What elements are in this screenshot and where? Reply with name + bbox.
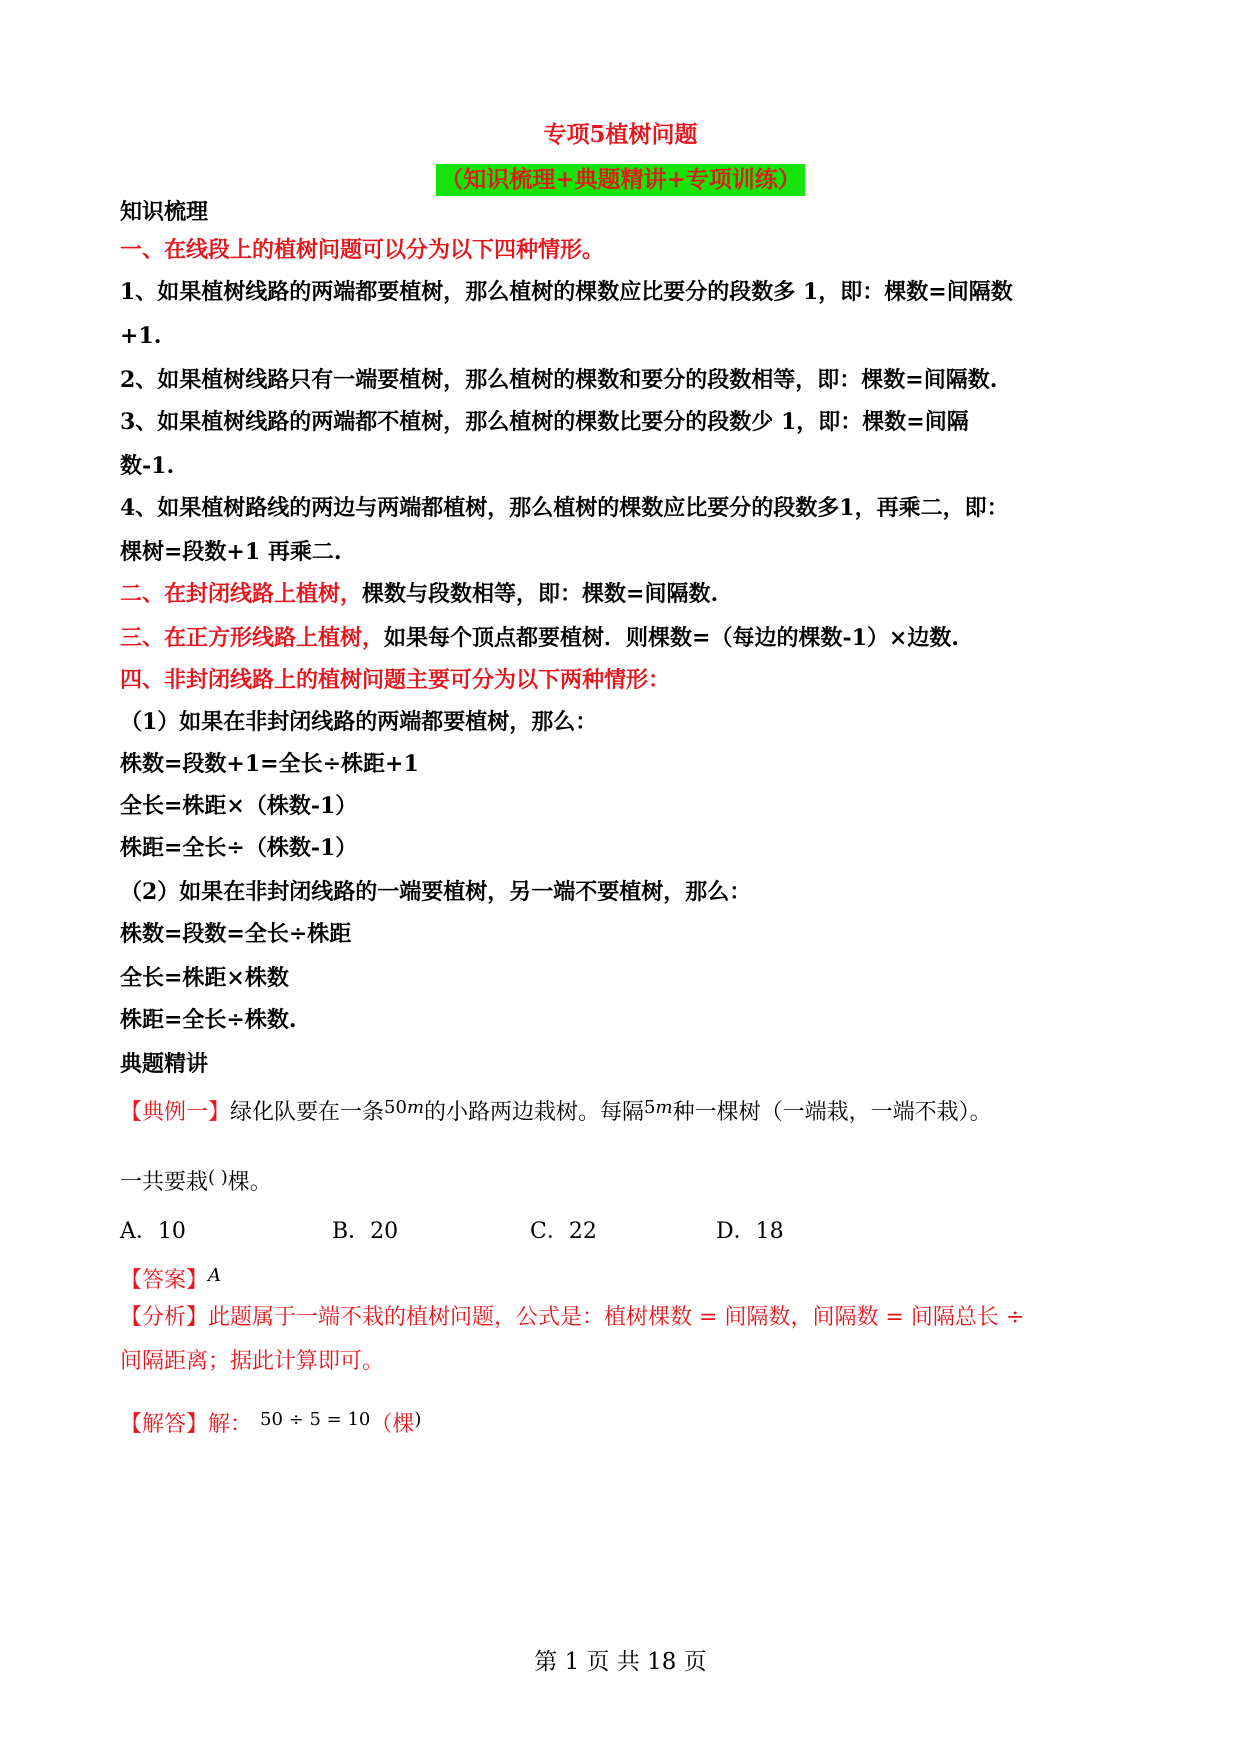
analysis-tag: 【分析】	[120, 1305, 209, 1330]
section-2	[120, 578, 1130, 610]
question-spacing-unit: m	[655, 1097, 673, 1118]
case-2-formula-2: 全长=株距×株数	[120, 965, 289, 991]
solution-tag: 【解答】	[120, 1412, 209, 1437]
case-2: （2）如果在非封闭线路的一端要植树，另一端不要植树，那么：	[120, 879, 752, 905]
item-3-line-2: 数-1.	[120, 453, 175, 479]
section-3	[120, 622, 1130, 654]
page-subtitle: （知识梳理+典题精讲+专项训练）	[436, 164, 805, 196]
solution-line	[120, 1404, 1130, 1441]
option-c: C．22	[530, 1219, 597, 1244]
subtitle-container	[0, 164, 1241, 196]
solution-text-b: （棵	[370, 1412, 415, 1437]
section-heading-knowledge: 知识梳理	[120, 199, 209, 225]
example-question-line-1	[120, 1092, 1130, 1129]
analysis-line-1	[120, 1302, 1130, 1334]
question-line2-b: 棵。	[227, 1170, 272, 1195]
solution-text-a: 解：	[208, 1412, 253, 1437]
item-1-line-2: +1.	[120, 323, 162, 349]
question-text-b: 的小路两边栽树。每隔	[424, 1100, 645, 1125]
question-line2-a: 一共要栽	[120, 1170, 209, 1195]
question-spacing: 5	[644, 1097, 656, 1118]
question-length: 50	[384, 1097, 407, 1118]
item-4-line-1: 4、如果植树路线的两边与两端都植树，那么植树的棵数应比要分的段数多1，再乘二，即：	[120, 495, 1009, 521]
item-1-line-1: 1、如果植树线路的两端都要植树，那么植树的棵数应比要分的段数多 1，即：棵数=间隔数	[120, 279, 1013, 305]
item-4-line-2: 棵树=段数+1 再乘二.	[120, 539, 342, 565]
section-4-title: 四、非封闭线路上的植树问题主要可分为以下两种情形：	[120, 667, 671, 693]
case-2-formula-3: 株距=全长÷株数.	[120, 1007, 297, 1033]
question-text-c: 种一棵树（一端栽，一端不栽）。	[672, 1100, 992, 1125]
item-2: 2、如果植树线路只有一端要植树，那么植树的棵数和要分的段数相等，即：棵数=间隔数.	[120, 367, 998, 393]
page-title: 专项5植树问题	[543, 121, 698, 148]
item-3-line-1: 3、如果植树线路的两端都不植树，那么植树的棵数比要分的段数少 1，即：棵数=间隔	[120, 409, 969, 435]
section-heading-examples: 典题精讲	[120, 1051, 209, 1077]
answer-tag: 【答案】	[120, 1268, 209, 1293]
answer-blank: ( )	[208, 1167, 228, 1188]
page-number: 第 1 页 共 18 页	[534, 1649, 707, 1675]
section-3-text: 如果每个顶点都要植树．则棵数=（每边的棵数-1）×边数.	[384, 625, 959, 651]
case-1-formula-3: 株距=全长÷（株数-1）	[120, 835, 358, 861]
example-question-line-2	[120, 1162, 1130, 1199]
section-3-title: 三、在正方形线路上植树，	[120, 625, 385, 651]
section-2-text: 棵数与段数相等，即：棵数=间隔数.	[362, 581, 719, 607]
option-b: B．20	[332, 1219, 399, 1244]
analysis-line-2: 间隔距离；据此计算即可。	[120, 1349, 385, 1374]
section-1-title: 一、在线段上的植树问题可以分为以下四种情形。	[120, 237, 605, 263]
option-d: D．18	[716, 1219, 784, 1244]
case-1-formula-1: 株数=段数+1=全长÷株距+1	[120, 751, 419, 777]
example-tag: 【典例一】	[120, 1100, 231, 1125]
case-1: （1）如果在非封闭线路的两端都要植树，那么：	[120, 709, 598, 735]
answer-value: A	[208, 1265, 222, 1286]
section-2-title: 二、在封闭线路上植树，	[120, 581, 363, 607]
case-1-formula-2: 全长=株距×（株数-1）	[120, 793, 358, 819]
solution-equation: 50 ÷ 5 = 10	[260, 1409, 371, 1430]
question-text-a: 绿化队要在一条	[230, 1100, 385, 1125]
case-2-formula-1: 株数=段数=全长÷株距	[120, 921, 352, 947]
answer-line	[120, 1260, 1130, 1297]
option-a: A．10	[120, 1219, 186, 1244]
analysis-text-a: 此题属于一端不栽的植树问题，公式是：植树棵数 = 间隔数，间隔数 = 间隔总长 ÷	[208, 1305, 1025, 1330]
question-unit: m	[406, 1097, 425, 1118]
solution-text-c: )	[414, 1409, 422, 1430]
